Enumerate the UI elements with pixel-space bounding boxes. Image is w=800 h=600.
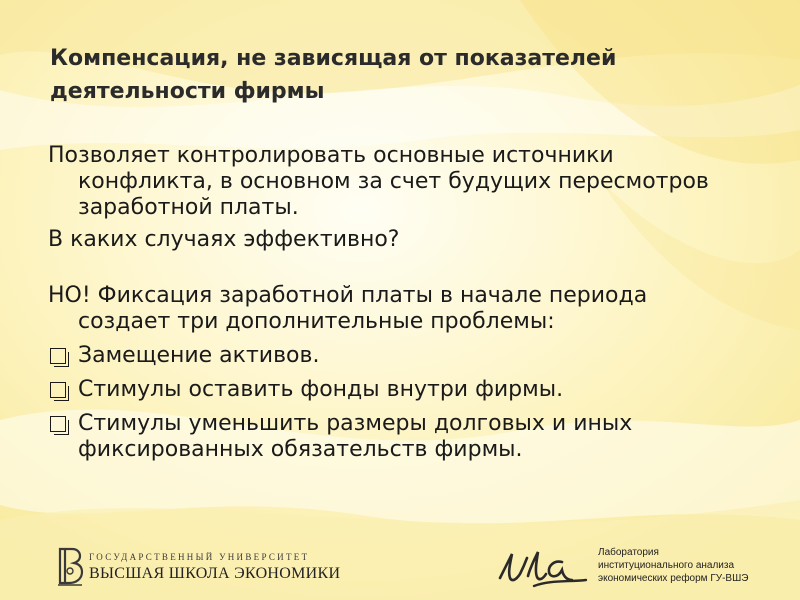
bullet-item-reduce-obligations xyxy=(48,411,738,463)
slide-title xyxy=(50,42,750,108)
lab-name-line-1: Лаборатория xyxy=(598,547,659,558)
lab-name xyxy=(598,546,748,585)
slide-title-line-1: Компенсация, не зависящая от показателей xyxy=(50,46,617,71)
university-name-bottom: ВЫСШАЯ ШКОЛА ЭКОНОМИКИ xyxy=(89,565,341,582)
checkbox-bullet-icon xyxy=(50,348,66,364)
lab-logo-block xyxy=(494,540,794,595)
bullet-text: Замещение активов. xyxy=(78,343,320,368)
checkbox-bullet-icon xyxy=(50,382,66,398)
paragraph-but: НО! Фиксация заработной платы в начале периода создает три дополнительные проблемы: xyxy=(48,283,648,334)
paragraph-control-conflict: Позволяет контролировать основные источники конфликта, в основном за счет будущих пересмотров заработной платы. xyxy=(48,143,709,220)
lab-name-line-2: институционального анализа xyxy=(598,560,735,571)
hse-logo xyxy=(56,545,356,590)
slide-title-line-2: деятельности фирмы xyxy=(50,79,325,104)
paragraph-question: В каких случаях эффективно? xyxy=(48,227,400,252)
university-name-top: ГОСУДАРСТВЕННЫЙ УНИВЕРСИТЕТ xyxy=(89,552,310,562)
checkbox-bullet-icon xyxy=(50,416,66,432)
lab-name-line-3: экономических реформ ГУ-ВШЭ xyxy=(598,573,749,584)
iia-logo-icon xyxy=(494,540,590,592)
slide-body xyxy=(48,143,738,463)
bullet-item-asset-substitution xyxy=(48,343,738,369)
hse-emblem-icon xyxy=(56,545,84,587)
bullet-text: Стимулы уменьшить размеры долговых и иных фиксированных обязательств фирмы. xyxy=(78,411,633,462)
bullet-text: Стимулы оставить фонды внутри фирмы. xyxy=(78,377,564,402)
bullet-item-keep-funds xyxy=(48,377,738,403)
